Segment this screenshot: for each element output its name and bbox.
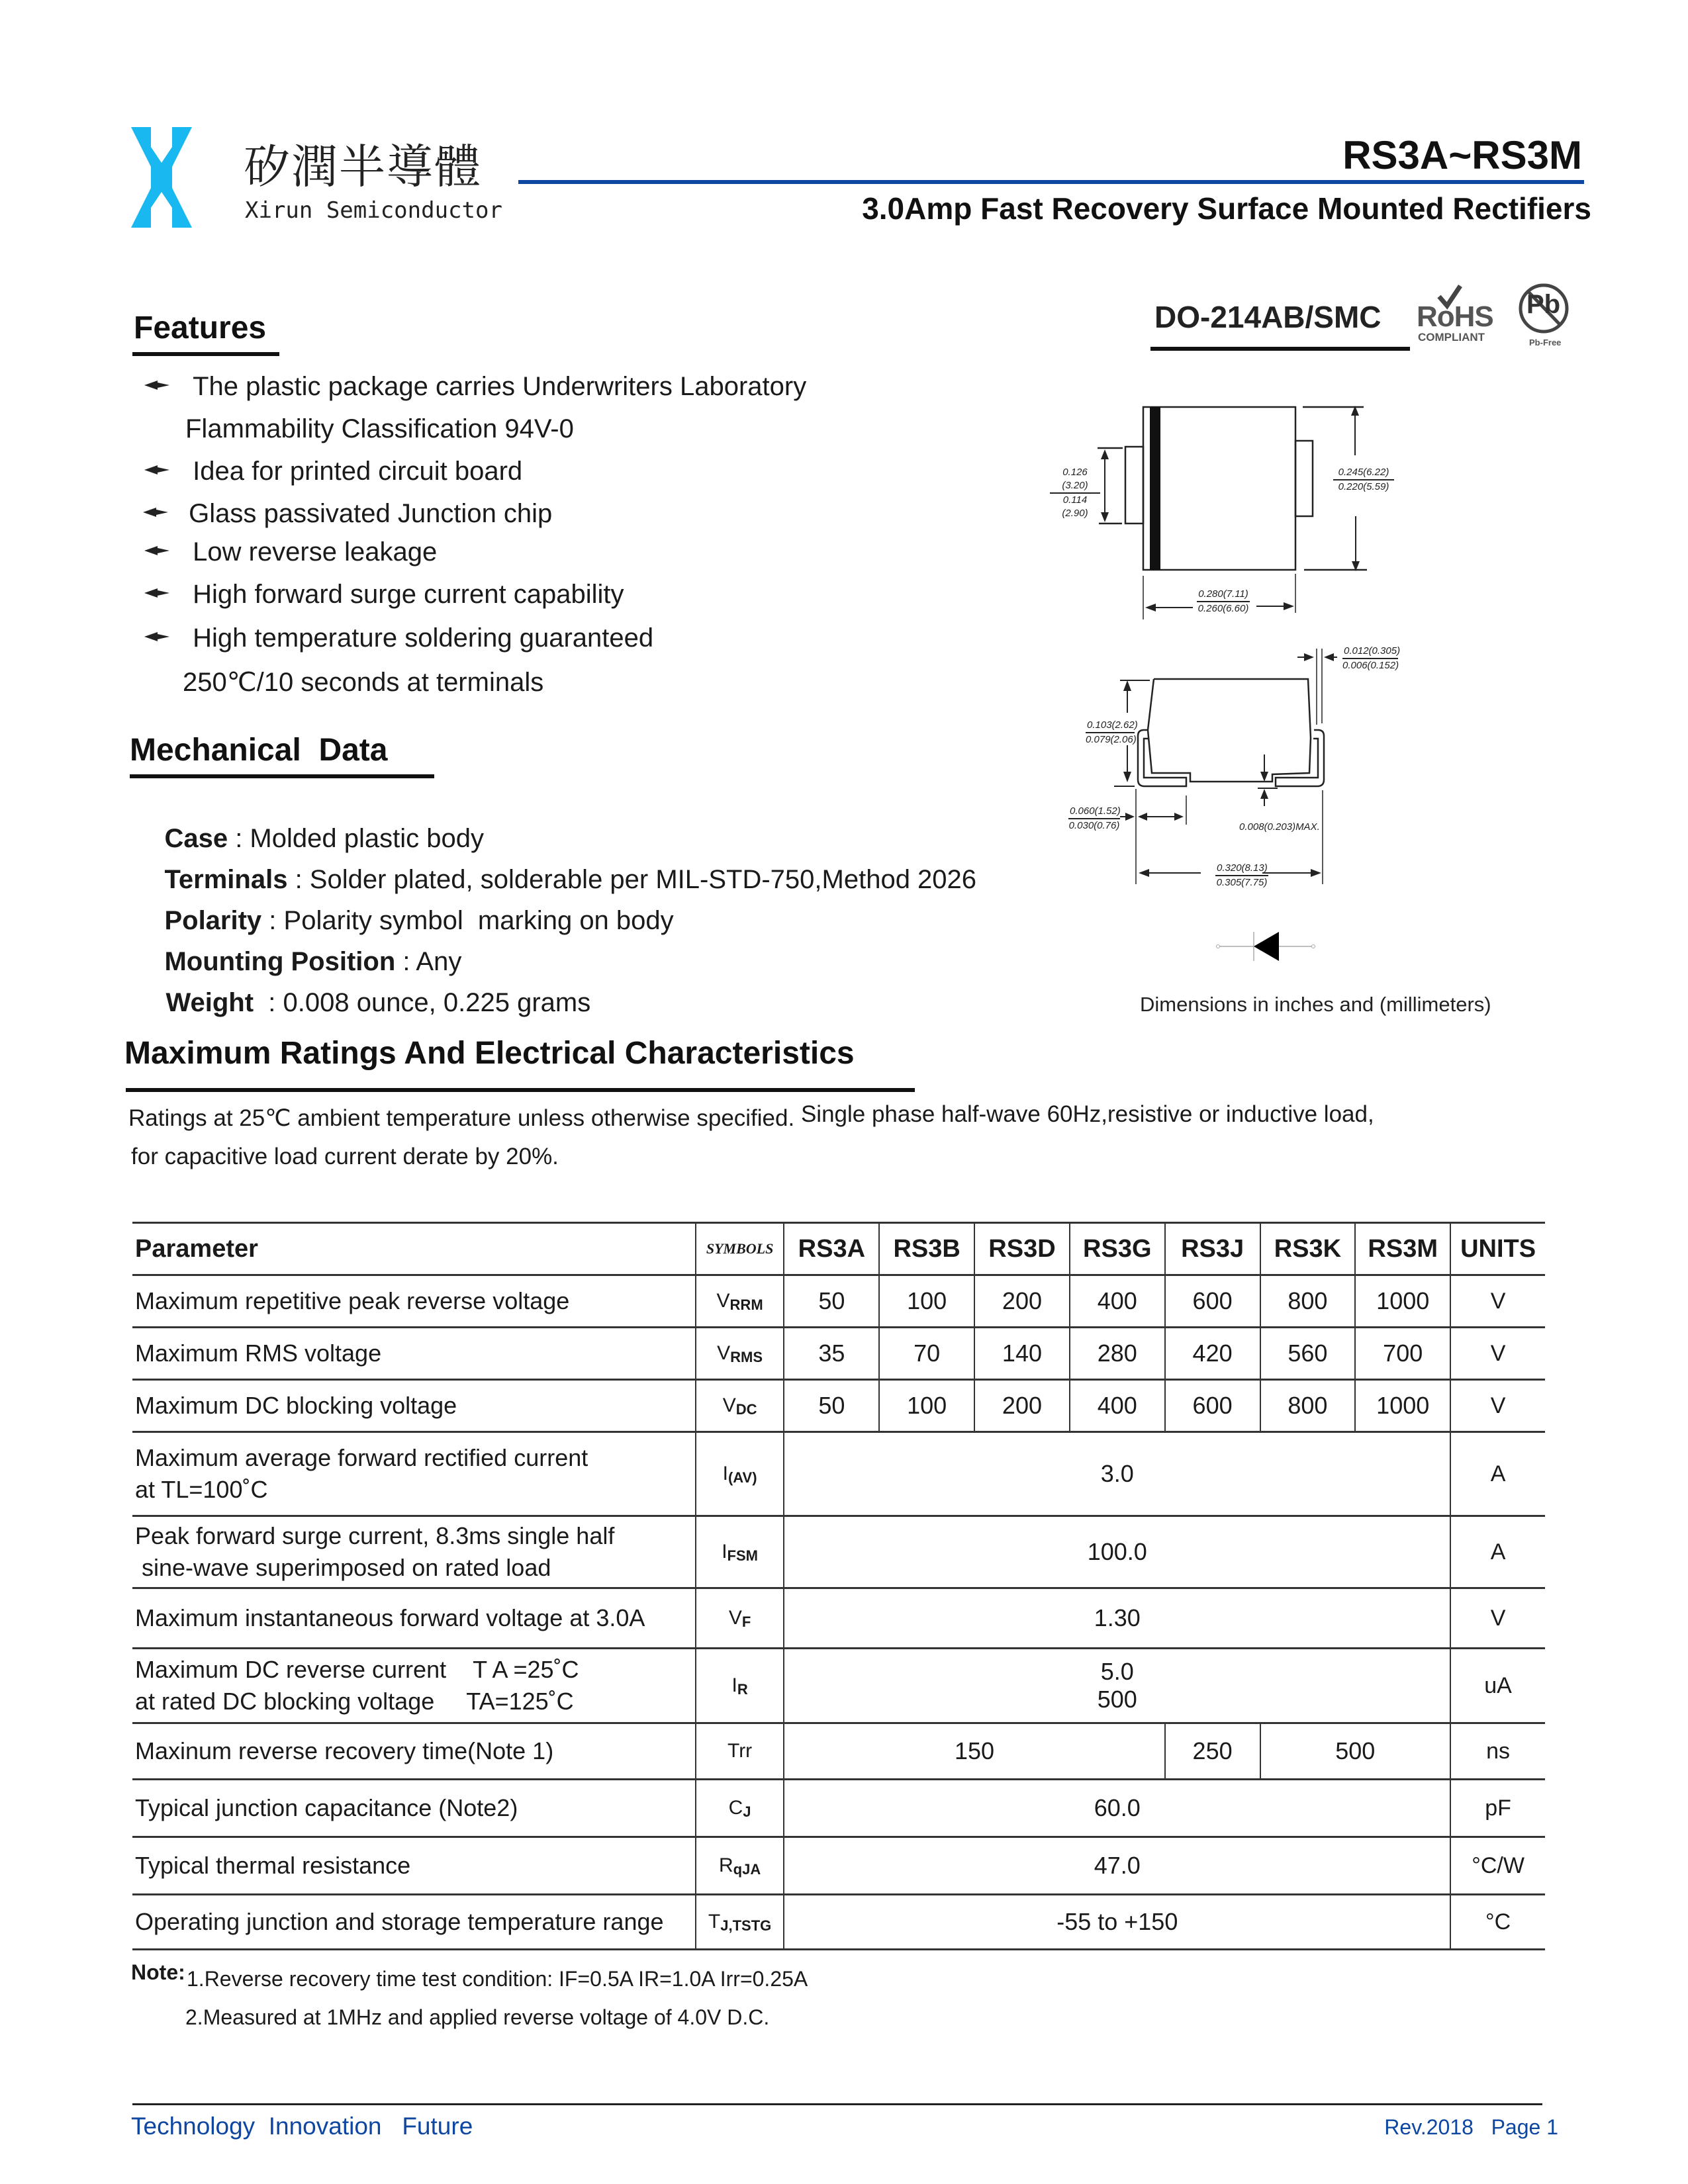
lead-left: [1125, 447, 1143, 523]
value-ir-125c: 500: [1097, 1686, 1137, 1713]
features-heading: Features: [134, 310, 267, 345]
rohs-label: RoHS: [1417, 300, 1493, 333]
package-top-view-drawing: [1026, 384, 1556, 622]
footer-divider: [132, 2103, 1542, 2105]
mech-item-mounting: Mounting Position : Any: [164, 947, 462, 976]
mech-item-terminals: Terminals : Solder plated, solderable per MIL-STD-750,Method 2026: [164, 865, 977, 894]
company-logo: [131, 127, 232, 228]
row-value: 1000: [1355, 1380, 1450, 1432]
row-value: 800: [1260, 1380, 1356, 1432]
table-row-temp: Operating junction and storage temperature range $T_{J,TSTG}$ -55 to +150 °C: [132, 1895, 1545, 1950]
row-symbol: $V_{DC}$: [696, 1380, 784, 1432]
bullet-icon: [144, 588, 158, 598]
header-part: RS3B: [879, 1223, 974, 1275]
row-value: 600: [1165, 1380, 1260, 1432]
table-row-ir: Maximum DC reverse current T A =25˚C at rated DC blocking voltage TA=125˚C $I_R$ 5.0 500 uA: [132, 1649, 1545, 1723]
header-part: RS3A: [784, 1223, 879, 1275]
dim-standoff: 0.008(0.203)MAX.: [1239, 821, 1320, 833]
features-underline: [132, 352, 279, 356]
table-row-rth: Typical thermal resistance $R_{qJA}$ 47.0 °C/W: [132, 1837, 1545, 1895]
dim-overall-length: 0.320(8.13) 0.305(7.75): [1216, 862, 1268, 888]
row-value: 400: [1070, 1380, 1165, 1432]
row-value: 400: [1070, 1275, 1165, 1328]
value-iav: 3.0: [784, 1432, 1450, 1516]
row-value: 100: [879, 1380, 974, 1432]
package-name: DO-214AB/SMC: [1154, 300, 1382, 334]
company-name-en: Xirun Semiconductor: [245, 197, 502, 224]
side-lead-left: [1138, 730, 1186, 786]
part-number-range: RS3A~RS3M: [1342, 133, 1582, 177]
per-part-rows: [132, 1275, 1545, 1432]
pb-label: Pb: [1526, 290, 1561, 319]
feature-item: Idea for printed circuit board: [144, 457, 522, 486]
mech-item-weight: Weight : 0.008 ounce, 0.225 grams: [165, 988, 591, 1017]
ratings-intro-1: Ratings at 25℃ ambient temperature unless otherwise specified. Single phase half-wave 60Hz,resistive or inductive load,: [128, 1101, 1374, 1131]
value-ir-25c: 5.0: [1100, 1658, 1134, 1685]
header-part: RS3M: [1355, 1223, 1450, 1275]
xirun-logo-icon: [131, 127, 232, 228]
notes-label: Note:: [131, 1960, 185, 1984]
cathode-band: [1150, 407, 1160, 570]
row-unit: V: [1450, 1275, 1545, 1328]
feature-item: Glass passivated Junction chip: [143, 499, 552, 529]
lead-right: [1295, 441, 1313, 516]
diode-symbol-icon: [1211, 927, 1331, 966]
table-row-vf: Maximum instantaneous forward voltage at 3.0A $V_F$ 1.30 V: [132, 1588, 1545, 1649]
value-vf: 1.30: [784, 1588, 1450, 1649]
dim-lead-length: 0.060(1.52) 0.030(0.76): [1068, 805, 1121, 831]
header-units: UNITS: [1450, 1223, 1545, 1275]
dim-body-length: 0.280(7.11) 0.260(6.60): [1197, 588, 1249, 614]
feature-item-cont: Flammability Classification 94V-0: [185, 414, 574, 443]
row-value: 1000: [1355, 1275, 1450, 1328]
row-value: 600: [1165, 1275, 1260, 1328]
header-parameter: Parameter: [132, 1223, 696, 1275]
value-trr-j: 250: [1165, 1723, 1260, 1780]
ratings-intro-2: for capacitive load current derate by 20%.: [131, 1144, 559, 1169]
feature-item: Low reverse leakage: [144, 537, 437, 567]
value-trr-k-m: 500: [1260, 1723, 1451, 1780]
header-part: RS3G: [1070, 1223, 1165, 1275]
package-underline: [1150, 347, 1410, 351]
value-trr-a-g: 150: [784, 1723, 1164, 1780]
dim-body-thickness: 0.103(2.62) 0.079(2.06): [1086, 719, 1138, 745]
mech-item-polarity: Polarity : Polarity symbol marking on body: [164, 906, 674, 935]
row-unit: V: [1450, 1328, 1545, 1380]
row-parameter: Maximum DC blocking voltage: [132, 1380, 696, 1432]
table-row-trr: Maxinum reverse recovery time(Note 1) Trr 150 250 500 ns: [132, 1723, 1545, 1780]
row-value: 50: [784, 1275, 879, 1328]
ratings-table: [132, 1222, 1545, 1950]
package-body-outline: [1143, 407, 1295, 570]
row-value: 280: [1070, 1328, 1165, 1380]
row-symbol: $V_{RMS}$: [696, 1328, 784, 1380]
row-value: 200: [974, 1380, 1070, 1432]
table-row-ifsm: Peak forward surge current, 8.3ms single half sine-wave superimposed on rated load $I_{FSM}$ 100.0 A: [132, 1516, 1545, 1588]
bullet-icon: [144, 465, 158, 475]
header-part: RS3D: [974, 1223, 1070, 1275]
table-header-row: [132, 1223, 1545, 1275]
header-part: RS3K: [1260, 1223, 1356, 1275]
row-parameter: Maximum repetitive peak reverse voltage: [132, 1275, 696, 1328]
value-temp: -55 to +150: [784, 1895, 1450, 1950]
value-cj: 60.0: [784, 1780, 1450, 1837]
row-value: 800: [1260, 1275, 1356, 1328]
pb-free-label: Pb-Free: [1529, 338, 1562, 347]
ratings-underline: [126, 1088, 915, 1092]
dim-lead-thickness: 0.012(0.305) 0.006(0.152): [1342, 645, 1401, 671]
dimensions-caption: Dimensions in inches and (millimeters): [1140, 993, 1491, 1016]
table-row: [132, 1380, 1545, 1432]
table-row: [132, 1328, 1545, 1380]
row-value: 70: [879, 1328, 974, 1380]
row-parameter: Maximum RMS voltage: [132, 1328, 696, 1380]
table-row-cj: Typical junction capacitance (Note2) $C_J$ 60.0 pF: [132, 1780, 1545, 1837]
bullet-icon: [144, 546, 158, 555]
feature-item: High temperature soldering guaranteed: [144, 623, 653, 653]
row-value: 420: [1165, 1328, 1260, 1380]
row-symbol: $V_{RRM}$: [696, 1275, 784, 1328]
header-divider: [518, 180, 1584, 184]
feature-item: High forward surge current capability: [144, 580, 624, 610]
pb-free-badge: [1515, 282, 1574, 348]
row-value: 35: [784, 1328, 879, 1380]
footer-revision: Rev.2018 Page 1: [1384, 2115, 1558, 2139]
ratings-heading: Maximum Ratings And Electrical Characteristics: [124, 1036, 855, 1071]
table-row: [132, 1275, 1545, 1328]
row-value: 560: [1260, 1328, 1356, 1380]
row-unit: V: [1450, 1380, 1545, 1432]
value-ifsm: 100.0: [784, 1516, 1450, 1588]
header-symbols: SYMBOLS: [696, 1223, 784, 1275]
dim-lead-height: 0.126 (3.20) 0.114 (2.90): [1050, 466, 1100, 520]
bullet-icon: [144, 381, 158, 390]
row-value: 140: [974, 1328, 1070, 1380]
feature-item: The plastic package carries Underwriters Laboratory: [144, 372, 806, 402]
mechanical-heading: Mechanical Data: [130, 733, 388, 768]
row-value: 50: [784, 1380, 879, 1432]
product-subtitle: 3.0Amp Fast Recovery Surface Mounted Rectifiers: [862, 191, 1591, 226]
row-value: 100: [879, 1275, 974, 1328]
table-row-iav: Maximum average forward rectified current at TL=100˚C $I_{(AV)}$ 3.0 A: [132, 1432, 1545, 1516]
side-lead-right: [1276, 730, 1324, 786]
rohs-badge: [1417, 283, 1503, 344]
value-rth: 47.0: [784, 1837, 1450, 1895]
bullet-icon: [143, 508, 156, 517]
side-body-outline: [1148, 679, 1311, 782]
mechanical-underline: [130, 774, 434, 778]
row-value: 200: [974, 1275, 1070, 1328]
bullet-icon: [144, 632, 158, 641]
row-value: 700: [1355, 1328, 1450, 1380]
company-name-cn: 矽潤半導體: [244, 140, 482, 194]
footer-slogan: Technology Innovation Future: [131, 2113, 473, 2140]
dim-body-height: 0.245(6.22) 0.220(5.59): [1333, 466, 1394, 494]
rohs-compliant-label: COMPLIANT: [1418, 331, 1485, 343]
header-part: RS3J: [1165, 1223, 1260, 1275]
note-2: 2.Measured at 1MHz and applied reverse voltage of 4.0V D.C.: [185, 2005, 770, 2029]
mech-item-case: Case : Molded plastic body: [164, 824, 484, 853]
package-side-view-drawing: [1059, 622, 1589, 887]
note-1: 1.Reverse recovery time test condition: IF=0.5A IR=1.0A Irr=0.25A: [187, 1967, 808, 1991]
feature-item-cont: 250℃/10 seconds at terminals: [183, 668, 544, 697]
